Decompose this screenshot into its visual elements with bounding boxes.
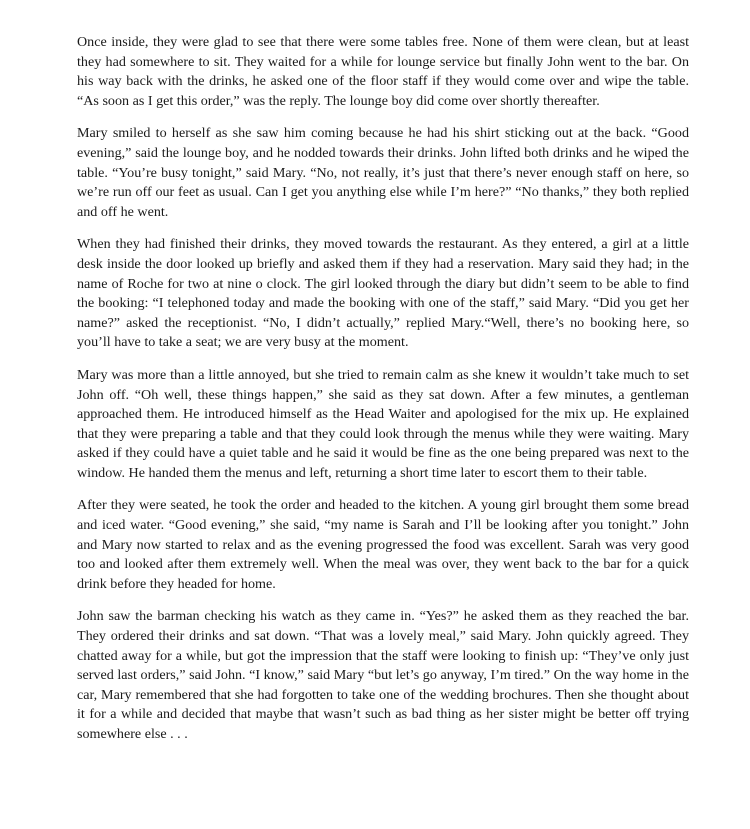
paragraph-3: When they had finished their drinks, they moved towards the restaurant. As they entered, a girl at a little desk inside the door looked up briefly and asked them if they had a reservation. Mary said they had; in the name of Roche for two at nine o clock. The girl looked through the diary but didn’t seem to be able to find the booking: “I telephoned today and made the booking with one of the staff,” said Mary. “Did you get her name?” asked the receptionist. “No, I didn’t actually,” replied Mary.“Well, there’s no booking here, so you’ll have to take a seat; we are very busy at the moment. bbox=[77, 236, 689, 351]
paragraph-1: Once inside, they were glad to see that there were some tables free. None of them were clean, but at least they had somewhere to sit. They waited for a while for lounge service but finally John went to the bar. On his way back with the drinks, he asked one of the floor staff if they would come over and wipe the table. “As soon as I get this order,” was the reply. The lounge boy did come over shortly thereafter. bbox=[77, 34, 689, 109]
paragraph-2: Mary smiled to herself as she saw him coming because he had his shirt sticking out at the back. “Good evening,” said the lounge boy, and he nodded towards their drinks. John lifted both drinks and he wiped the table. “You’re busy tonight,” said Mary. “No, not really, it’s just that there’s never enough staff on here, so we’re run off our feet as usual. Can I get you anything else while I’m here?” “No thanks,” they both replied and off he went. bbox=[77, 125, 689, 220]
paragraph-4: Mary was more than a little annoyed, but she tried to remain calm as she knew it wouldn’t take much to set John off. “Oh well, these things happen,” she said as they sat down. After a few minutes, a gentleman approached them. He introduced himself as the Head Waiter and apologised for the mix up. He explained that they were preparing a table and that they could look through the menus while they were waiting. Mary asked if they could have a quiet table and he said it would be fine as the one being prepared was next to the window. He handed them the menus and left, returning a short time later to escort them to their table. bbox=[77, 366, 689, 481]
paragraph-5: After they were seated, he took the order and headed to the kitchen. A young girl brought them some bread and iced water. “Good evening,” she said, “my name is Sarah and I’ll be looking after you tonight.” John and Mary now started to relax and as the evening progressed the food was excellent. Sarah was very good too and looked after them extremely well. When the meal was over, they went back to the bar for a quick drink before they headed for home. bbox=[77, 497, 689, 592]
document-page bbox=[77, 33, 689, 745]
paragraph-6: John saw the barman checking his watch as they came in. “Yes?” he asked them as they reached the bar. They ordered their drinks and sat down. “That was a lovely meal,” said Mary. John quickly agreed. They chatted away for a while, but got the impression that the staff were looking to finish up: “They’ve only just served last orders,” said John. “I know,” said Mary “but let’s go anyway, I’m tired.” On the way home in the car, Mary remembered that she had forgotten to take one of the wedding brochures. Then she thought about it for a while and decided that maybe that wasn’t such as bad thing as her sister might be better off trying somewhere else . . . bbox=[77, 608, 689, 742]
